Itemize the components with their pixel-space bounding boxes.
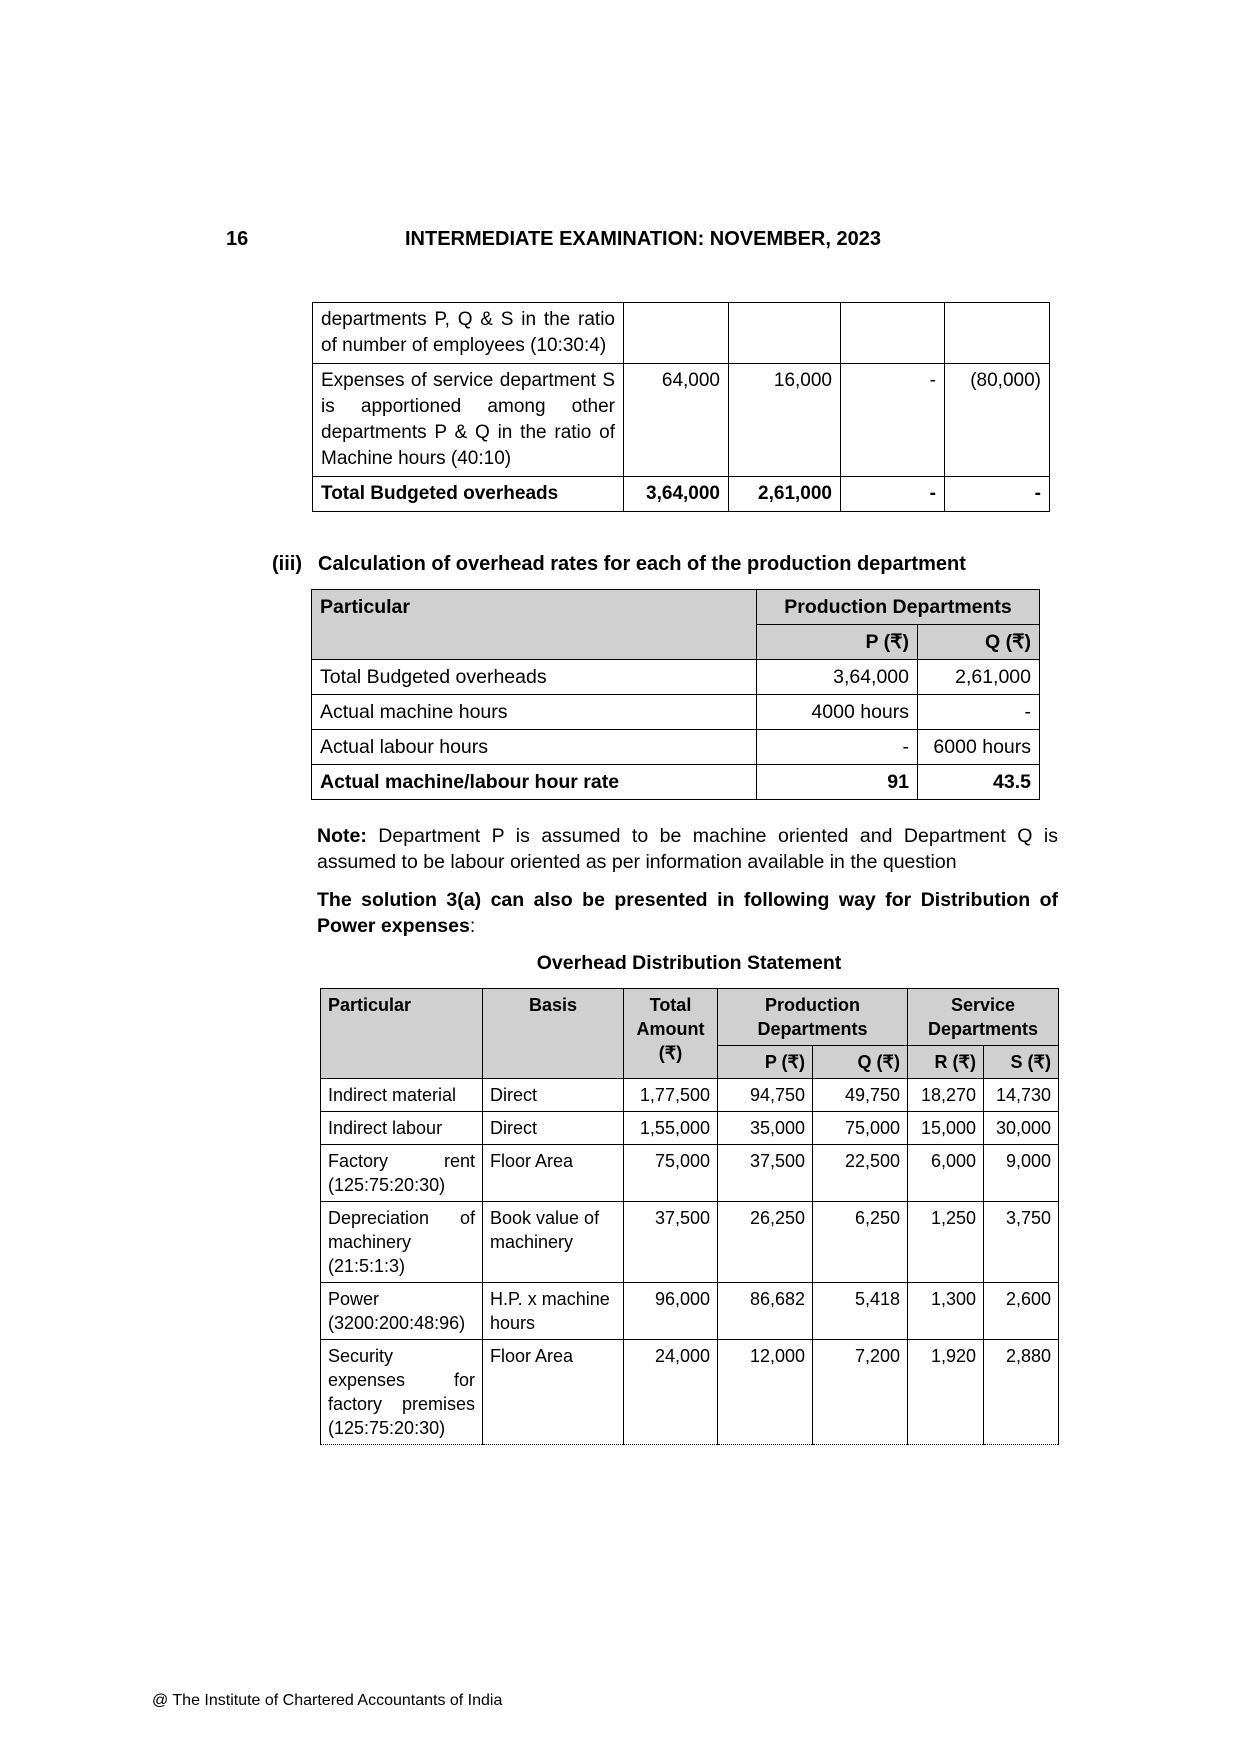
table-row (321, 1340, 1059, 1445)
col-header-particular: Particular (312, 590, 757, 660)
basis-cell: Floor Area (483, 1145, 624, 1202)
s-cell: 30,000 (984, 1112, 1059, 1145)
note-text: Department P is assumed to be machine oriented and Department Q is assumed to be labour oriented as per information available in the question (317, 825, 1058, 873)
p-cell: 64,000 (624, 364, 729, 477)
q-cell: 7,200 (813, 1340, 908, 1445)
p-cell: 94,750 (718, 1079, 813, 1112)
table-row (312, 660, 1040, 695)
section-heading (272, 553, 966, 576)
r-cell: 15,000 (908, 1112, 984, 1145)
total-row (313, 477, 1050, 512)
col-header-service: Service Departments (908, 989, 1059, 1046)
page-footer: @ The Institute of Chartered Accountants of India (152, 1692, 503, 1709)
total-q: 2,61,000 (729, 477, 841, 512)
r-cell: - (841, 364, 945, 477)
total-cell: 1,77,500 (624, 1079, 718, 1112)
total-q: 43.5 (918, 765, 1040, 800)
s-cell: 3,750 (984, 1202, 1059, 1283)
p-cell: 35,000 (718, 1112, 813, 1145)
p-cell: - (757, 730, 918, 765)
particular-cell: Actual labour hours (312, 730, 757, 765)
col-header-p: P (₹) (757, 625, 918, 660)
table-row (312, 730, 1040, 765)
col-header-r: R (₹) (908, 1046, 984, 1079)
q-cell (729, 303, 841, 364)
total-s: - (945, 477, 1050, 512)
overhead-distribution-table (320, 988, 1059, 1445)
table-row (313, 364, 1050, 477)
col-header-q: Q (₹) (918, 625, 1040, 660)
table-row (321, 1145, 1059, 1202)
particular-cell: departments P, Q & S in the ratio of number of employees (10:30:4) (313, 303, 624, 364)
p-cell: 37,500 (718, 1145, 813, 1202)
total-label: Total Budgeted overheads (313, 477, 624, 512)
solution-paragraph (317, 887, 1058, 939)
col-header-basis: Basis (483, 989, 624, 1079)
p-cell: 3,64,000 (757, 660, 918, 695)
total-cell: 96,000 (624, 1283, 718, 1340)
p-cell: 26,250 (718, 1202, 813, 1283)
s-cell: 2,600 (984, 1283, 1059, 1340)
note-label: Note: (317, 825, 367, 847)
total-cell: 75,000 (624, 1145, 718, 1202)
particular-cell: Actual machine hours (312, 695, 757, 730)
total-cell: 37,500 (624, 1202, 718, 1283)
table-caption: Overhead Distribution Statement (536, 952, 842, 974)
total-p: 91 (757, 765, 918, 800)
total-cell: 1,55,000 (624, 1112, 718, 1145)
q-cell: 49,750 (813, 1079, 908, 1112)
table-row (313, 303, 1050, 364)
particular-cell: Indirect material (321, 1079, 483, 1112)
basis-cell: Direct (483, 1112, 624, 1145)
page-number: 16 (226, 228, 249, 250)
section-title: Calculation of overhead rates for each of the production department (318, 553, 966, 575)
q-cell: 16,000 (729, 364, 841, 477)
basis-cell: Floor Area (483, 1340, 624, 1445)
basis-cell: Book value of machinery (483, 1202, 624, 1283)
q-cell: 5,418 (813, 1283, 908, 1340)
col-header-production: Production Departments (757, 590, 1040, 625)
p-cell: 4000 hours (757, 695, 918, 730)
s-cell: (80,000) (945, 364, 1050, 477)
basis-cell: Direct (483, 1079, 624, 1112)
overhead-apportionment-table-continued (312, 302, 1050, 512)
col-header-production: Production Departments (718, 989, 908, 1046)
total-r: - (841, 477, 945, 512)
col-header-p: P (₹) (718, 1046, 813, 1079)
s-cell: 2,880 (984, 1340, 1059, 1445)
r-cell: 1,300 (908, 1283, 984, 1340)
solution-tail: : (469, 915, 476, 937)
r-cell: 18,270 (908, 1079, 984, 1112)
s-cell: 9,000 (984, 1145, 1059, 1202)
note-paragraph (317, 823, 1058, 875)
particular-cell: Indirect labour (321, 1112, 483, 1145)
col-header-total: Total Amount (₹) (624, 989, 718, 1079)
p-cell (624, 303, 729, 364)
basis-cell: H.P. x machine hours (483, 1283, 624, 1340)
r-cell: 6,000 (908, 1145, 984, 1202)
solution-text: The solution 3(a) can also be presented in following way for Distribution of Power expenses (317, 889, 1058, 937)
table-row (321, 1079, 1059, 1112)
particular-cell: Power (3200:200:48:96) (321, 1283, 483, 1340)
p-cell: 12,000 (718, 1340, 813, 1445)
table-row (312, 695, 1040, 730)
q-cell: 75,000 (813, 1112, 908, 1145)
particular-cell: Expenses of service department S is apportioned among other departments P & Q in the ratio of Machine hours (40:10) (313, 364, 624, 477)
q-cell: - (918, 695, 1040, 730)
total-label: Actual machine/labour hour rate (312, 765, 757, 800)
q-cell: 22,500 (813, 1145, 908, 1202)
table-row (321, 1283, 1059, 1340)
r-cell: 1,920 (908, 1340, 984, 1445)
particular-cell: Depreciation of machinery (21:5:1:3) (321, 1202, 483, 1283)
particular-cell: Total Budgeted overheads (312, 660, 757, 695)
table-row (321, 1202, 1059, 1283)
table-row (321, 1112, 1059, 1145)
total-p: 3,64,000 (624, 477, 729, 512)
header-row (312, 590, 1040, 625)
s-cell: 14,730 (984, 1079, 1059, 1112)
s-cell (945, 303, 1050, 364)
p-cell: 86,682 (718, 1283, 813, 1340)
q-cell: 6000 hours (918, 730, 1040, 765)
header-row (321, 989, 1059, 1046)
particular-cell: Security expenses for factory premises (125:75:20:30) (321, 1340, 483, 1445)
page-title: INTERMEDIATE EXAMINATION: NOVEMBER, 2023 (405, 228, 881, 250)
col-header-q: Q (₹) (813, 1046, 908, 1079)
total-row (312, 765, 1040, 800)
particular-cell: Factory rent (125:75:20:30) (321, 1145, 483, 1202)
q-cell: 2,61,000 (918, 660, 1040, 695)
q-cell: 6,250 (813, 1202, 908, 1283)
overhead-rate-table (311, 589, 1040, 800)
r-cell (841, 303, 945, 364)
section-label: (iii) (272, 553, 302, 575)
r-cell: 1,250 (908, 1202, 984, 1283)
total-cell: 24,000 (624, 1340, 718, 1445)
col-header-s: S (₹) (984, 1046, 1059, 1079)
col-header-particular: Particular (321, 989, 483, 1079)
